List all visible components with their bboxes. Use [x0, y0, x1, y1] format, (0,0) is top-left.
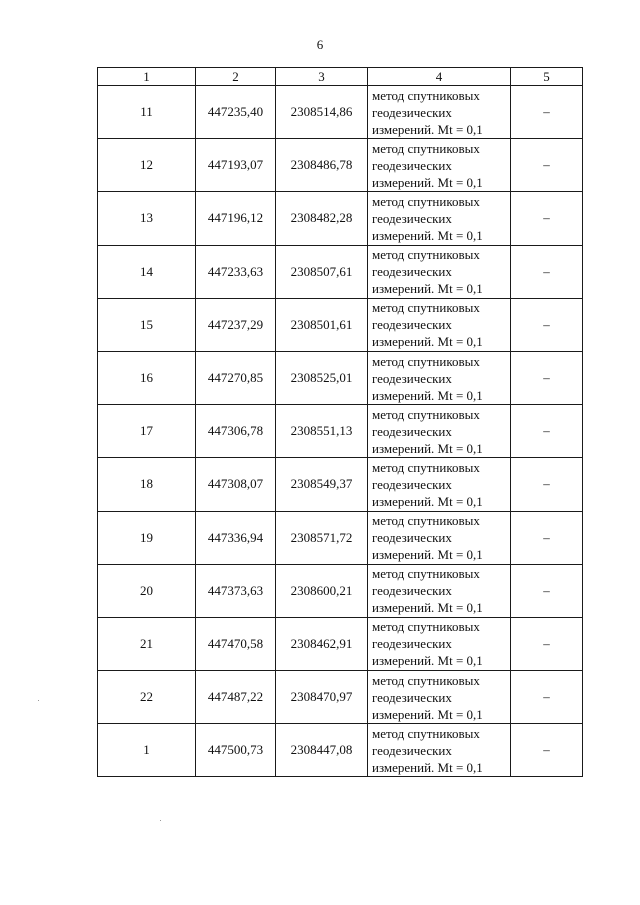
- point-number-cell: 14: [98, 245, 196, 298]
- method-line: метод спутниковых: [372, 140, 480, 156]
- method-line: измерений. Mt = 0,1: [372, 759, 483, 775]
- point-number-cell: 18: [98, 458, 196, 511]
- method-cell: [368, 86, 511, 139]
- x-coordinate-cell: 447235,40: [196, 86, 276, 139]
- point-number-cell: 20: [98, 564, 196, 617]
- method-line: геодезических: [372, 530, 452, 546]
- method-cell: [368, 511, 511, 564]
- table-row: [98, 298, 583, 351]
- scan-speck: [38, 700, 39, 701]
- y-coordinate-cell: 2308501,61: [276, 298, 368, 351]
- column-header-5: 5: [511, 68, 583, 86]
- method-line: геодезических: [372, 423, 452, 439]
- note-cell: –: [511, 351, 583, 404]
- point-number-cell: 1: [98, 724, 196, 777]
- method-line: измерений. Mt = 0,1: [372, 174, 483, 190]
- point-number-cell: 11: [98, 86, 196, 139]
- point-number-cell: 13: [98, 192, 196, 245]
- note-cell: –: [511, 564, 583, 617]
- method-line: измерений. Mt = 0,1: [372, 440, 483, 456]
- table-row: [98, 564, 583, 617]
- x-coordinate-cell: 447336,94: [196, 511, 276, 564]
- point-number-cell: 15: [98, 298, 196, 351]
- y-coordinate-cell: 2308462,91: [276, 617, 368, 670]
- x-coordinate-cell: 447237,29: [196, 298, 276, 351]
- method-cell: [368, 724, 511, 777]
- note-cell: –: [511, 298, 583, 351]
- table-row: [98, 86, 583, 139]
- method-line: метод спутниковых: [372, 406, 480, 422]
- note-cell: –: [511, 458, 583, 511]
- point-number-cell: 12: [98, 139, 196, 192]
- method-line: геодезических: [372, 157, 452, 173]
- method-line: метод спутниковых: [372, 300, 480, 316]
- method-line: геодезических: [372, 583, 452, 599]
- method-line: метод спутниковых: [372, 513, 480, 529]
- y-coordinate-cell: 2308507,61: [276, 245, 368, 298]
- table-row: [98, 405, 583, 458]
- method-line: измерений. Mt = 0,1: [372, 334, 483, 350]
- note-cell: –: [511, 192, 583, 245]
- method-line: геодезических: [372, 370, 452, 386]
- y-coordinate-cell: 2308525,01: [276, 351, 368, 404]
- method-line: измерений. Mt = 0,1: [372, 387, 483, 403]
- table-header-row: [98, 68, 583, 86]
- method-cell: [368, 298, 511, 351]
- method-line: измерений. Mt = 0,1: [372, 600, 483, 616]
- method-cell: [368, 617, 511, 670]
- method-cell: [368, 458, 511, 511]
- note-cell: –: [511, 139, 583, 192]
- note-cell: –: [511, 617, 583, 670]
- note-cell: –: [511, 245, 583, 298]
- x-coordinate-cell: 447270,85: [196, 351, 276, 404]
- method-line: измерений. Mt = 0,1: [372, 547, 483, 563]
- method-line: метод спутниковых: [372, 87, 480, 103]
- method-line: измерений. Mt = 0,1: [372, 121, 483, 137]
- y-coordinate-cell: 2308551,13: [276, 405, 368, 458]
- note-cell: –: [511, 405, 583, 458]
- scan-speck: [160, 820, 161, 821]
- method-line: метод спутниковых: [372, 193, 480, 209]
- method-line: геодезических: [372, 742, 452, 758]
- table-row: [98, 617, 583, 670]
- method-line: измерений. Mt = 0,1: [372, 706, 483, 722]
- point-number-cell: 17: [98, 405, 196, 458]
- method-cell: [368, 405, 511, 458]
- method-line: геодезических: [372, 476, 452, 492]
- x-coordinate-cell: 447193,07: [196, 139, 276, 192]
- note-cell: –: [511, 671, 583, 724]
- x-coordinate-cell: 447306,78: [196, 405, 276, 458]
- column-header-1: 1: [98, 68, 196, 86]
- x-coordinate-cell: 447196,12: [196, 192, 276, 245]
- method-line: геодезических: [372, 636, 452, 652]
- point-number-cell: 21: [98, 617, 196, 670]
- x-coordinate-cell: 447373,63: [196, 564, 276, 617]
- method-line: метод спутниковых: [372, 566, 480, 582]
- note-cell: –: [511, 86, 583, 139]
- y-coordinate-cell: 2308486,78: [276, 139, 368, 192]
- method-line: геодезических: [372, 210, 452, 226]
- point-number-cell: 22: [98, 671, 196, 724]
- method-line: геодезических: [372, 317, 452, 333]
- x-coordinate-cell: 447470,58: [196, 617, 276, 670]
- method-line: метод спутниковых: [372, 725, 480, 741]
- table-row: [98, 671, 583, 724]
- method-cell: [368, 671, 511, 724]
- method-line: геодезических: [372, 689, 452, 705]
- method-line: метод спутниковых: [372, 247, 480, 263]
- method-line: измерений. Mt = 0,1: [372, 653, 483, 669]
- x-coordinate-cell: 447233,63: [196, 245, 276, 298]
- y-coordinate-cell: 2308549,37: [276, 458, 368, 511]
- note-cell: –: [511, 724, 583, 777]
- method-cell: [368, 192, 511, 245]
- method-line: геодезических: [372, 104, 452, 120]
- method-line: измерений. Mt = 0,1: [372, 281, 483, 297]
- table-row: [98, 245, 583, 298]
- column-header-4: 4: [368, 68, 511, 86]
- y-coordinate-cell: 2308447,08: [276, 724, 368, 777]
- method-line: метод спутниковых: [372, 619, 480, 635]
- method-cell: [368, 351, 511, 404]
- method-cell: [368, 245, 511, 298]
- column-header-2: 2: [196, 68, 276, 86]
- method-line: измерений. Mt = 0,1: [372, 493, 483, 509]
- method-line: геодезических: [372, 264, 452, 280]
- y-coordinate-cell: 2308514,86: [276, 86, 368, 139]
- coordinates-table: [97, 67, 583, 777]
- method-cell: [368, 564, 511, 617]
- y-coordinate-cell: 2308600,21: [276, 564, 368, 617]
- method-line: метод спутниковых: [372, 459, 480, 475]
- y-coordinate-cell: 2308470,97: [276, 671, 368, 724]
- table-row: [98, 458, 583, 511]
- x-coordinate-cell: 447487,22: [196, 671, 276, 724]
- point-number-cell: 19: [98, 511, 196, 564]
- method-line: метод спутниковых: [372, 672, 480, 688]
- table-row: [98, 351, 583, 404]
- table-row: [98, 511, 583, 564]
- method-line: метод спутниковых: [372, 353, 480, 369]
- y-coordinate-cell: 2308571,72: [276, 511, 368, 564]
- x-coordinate-cell: 447308,07: [196, 458, 276, 511]
- note-cell: –: [511, 511, 583, 564]
- table-row: [98, 139, 583, 192]
- table-row: [98, 724, 583, 777]
- x-coordinate-cell: 447500,73: [196, 724, 276, 777]
- method-line: измерений. Mt = 0,1: [372, 227, 483, 243]
- page-number: 6: [316, 37, 324, 52]
- y-coordinate-cell: 2308482,28: [276, 192, 368, 245]
- method-cell: [368, 139, 511, 192]
- point-number-cell: 16: [98, 351, 196, 404]
- column-header-3: 3: [276, 68, 368, 86]
- table-row: [98, 192, 583, 245]
